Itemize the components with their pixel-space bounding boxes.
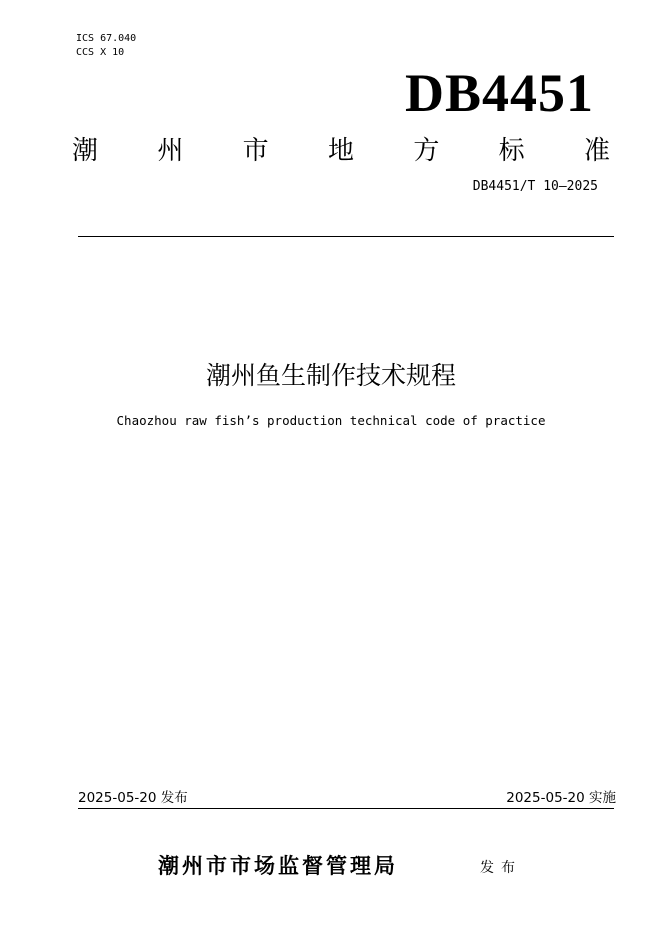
standard-number: DB4451/T 10—2025 xyxy=(472,179,598,194)
standard-type-heading xyxy=(72,134,610,168)
standard-type-char: 市 xyxy=(242,136,269,166)
title-english: Chaozhou raw fish’s production technical code of practice xyxy=(116,413,546,428)
publish-date: 2025-05-20 发布 xyxy=(78,790,188,806)
standard-type-char: 准 xyxy=(583,136,610,166)
standard-type-char: 州 xyxy=(157,136,184,166)
ics-code: ICS 67.040 xyxy=(76,33,137,44)
ccs-code: CCS X 10 xyxy=(76,47,125,58)
bottom-divider xyxy=(78,808,614,809)
standard-type-char: 潮 xyxy=(72,136,99,166)
issuing-authority: 潮州市市场监督管理局 xyxy=(158,854,398,878)
standard-mark: DB4451 xyxy=(404,63,594,123)
standard-type-char: 方 xyxy=(413,136,440,166)
standard-type-char: 地 xyxy=(327,136,354,166)
title-chinese: 潮州鱼生制作技术规程 xyxy=(205,361,456,390)
top-divider xyxy=(78,236,614,237)
standard-type-char: 标 xyxy=(498,136,525,166)
implementation-date: 2025-05-20 实施 xyxy=(506,790,616,806)
issue-label: 发布 xyxy=(480,860,522,876)
